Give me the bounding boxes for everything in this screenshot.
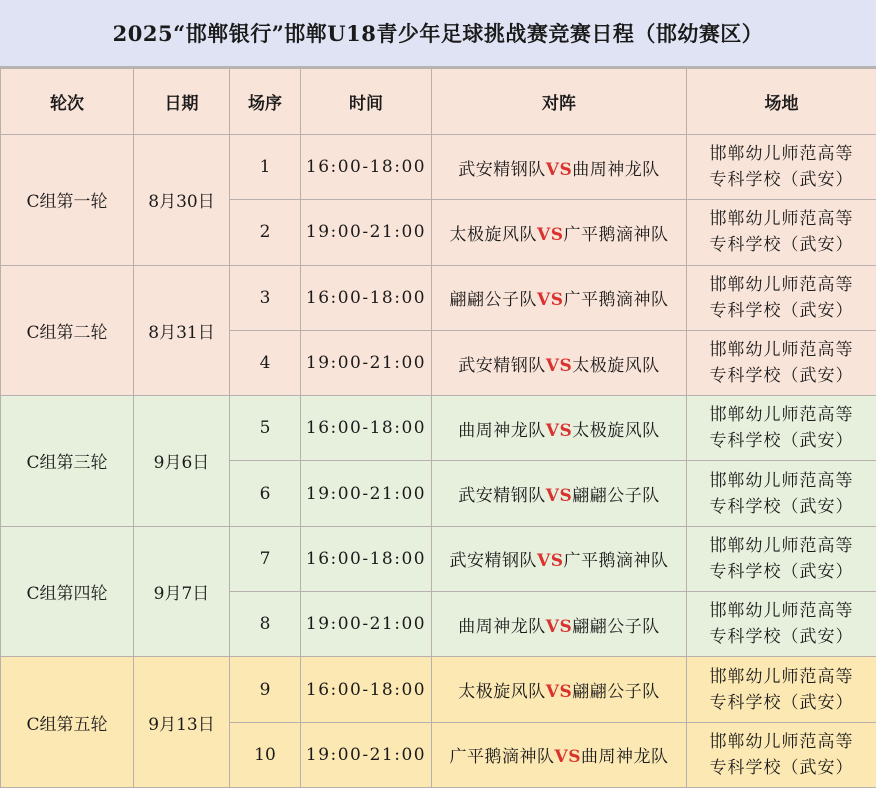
venue-line-1: 邯郸幼儿师范高等 (709, 731, 854, 752)
venue-line-2: 专科学校（武安） (709, 627, 854, 648)
fixture-cell (432, 396, 687, 461)
header-fixture: 对阵 (432, 69, 687, 135)
away-team: 广平鹅滴神队 (563, 551, 669, 572)
table-row (1, 526, 876, 591)
venue-line-1: 邯郸幼儿师范高等 (709, 470, 854, 491)
table-row (1, 657, 876, 722)
fixture-cell (432, 592, 687, 657)
venue-cell (687, 592, 876, 657)
match-no-cell: 6 (230, 461, 301, 526)
table-row (1, 265, 876, 330)
table-row (1, 135, 876, 200)
page-title: 2025“邯郸银行”邯郸U18青少年足球挑战赛竞赛日程（邯幼赛区） (0, 0, 876, 68)
home-team: 武安精钢队 (458, 355, 546, 376)
date-cell: 9月7日 (134, 526, 230, 657)
home-team: 太极旋风队 (449, 224, 538, 245)
time-cell: 16:00-18:00 (301, 135, 432, 200)
time-cell: 19:00-21:00 (301, 722, 432, 787)
venue-cell (687, 330, 876, 395)
venue-cell (687, 461, 876, 526)
time-cell: 19:00-21:00 (301, 592, 432, 657)
time-cell: 16:00-18:00 (301, 657, 432, 722)
match-no-cell: 3 (230, 265, 301, 330)
away-team: 太极旋风队 (572, 420, 660, 441)
venue-cell (687, 657, 876, 722)
round-cell: C组第三轮 (1, 396, 134, 527)
header-match-no: 场序 (230, 69, 301, 135)
home-team: 武安精钢队 (458, 486, 546, 507)
time-cell: 19:00-21:00 (301, 461, 432, 526)
venue-line-2: 专科学校（武安） (709, 692, 854, 713)
venue-line-1: 邯郸幼儿师范高等 (709, 405, 854, 426)
vs-label: VS (545, 486, 573, 507)
home-team: 曲周神龙队 (458, 616, 546, 637)
fixture-cell (432, 461, 687, 526)
date-cell: 8月31日 (134, 265, 230, 396)
home-team: 太极旋风队 (458, 682, 546, 703)
date-cell: 8月30日 (134, 135, 230, 266)
vs-label: VS (545, 420, 573, 441)
fixture-cell (432, 135, 687, 200)
venue-line-2: 专科学校（武安） (709, 170, 854, 191)
away-team: 曲周神龙队 (580, 747, 669, 768)
venue-line-2: 专科学校（武安） (709, 561, 854, 582)
away-team: 广平鹅滴神队 (563, 224, 669, 245)
round-cell: C组第一轮 (1, 135, 134, 266)
date-cell: 9月6日 (134, 396, 230, 527)
fixture-cell (432, 265, 687, 330)
match-no-cell: 5 (230, 396, 301, 461)
match-no-cell: 9 (230, 657, 301, 722)
round-cell: C组第四轮 (1, 526, 134, 657)
away-team: 翩翩公子队 (572, 616, 660, 637)
time-cell: 19:00-21:00 (301, 200, 432, 265)
schedule-table (0, 68, 876, 788)
round-cell: C组第五轮 (1, 657, 134, 788)
vs-label: VS (545, 355, 573, 376)
time-cell: 16:00-18:00 (301, 526, 432, 591)
venue-line-2: 专科学校（武安） (709, 300, 854, 321)
vs-label: VS (537, 224, 564, 245)
table-row (1, 396, 876, 461)
time-cell: 16:00-18:00 (301, 265, 432, 330)
venue-line-1: 邯郸幼儿师范高等 (709, 535, 854, 556)
match-no-cell: 2 (230, 200, 301, 265)
table-header-row (1, 69, 876, 135)
vs-label: VS (554, 747, 581, 768)
venue-line-2: 专科学校（武安） (709, 496, 854, 517)
round-cell: C组第二轮 (1, 265, 134, 396)
match-no-cell: 7 (230, 526, 301, 591)
venue-cell (687, 135, 876, 200)
header-date: 日期 (134, 69, 230, 135)
fixture-cell (432, 330, 687, 395)
away-team: 曲周神龙队 (572, 159, 660, 180)
fixture-cell (432, 722, 687, 787)
venue-cell (687, 722, 876, 787)
match-no-cell: 8 (230, 592, 301, 657)
venue-line-1: 邯郸幼儿师范高等 (709, 601, 854, 622)
fixture-cell (432, 200, 687, 265)
venue-line-1: 邯郸幼儿师范高等 (709, 144, 854, 165)
venue-line-2: 专科学校（武安） (709, 235, 854, 256)
match-no-cell: 4 (230, 330, 301, 395)
header-venue: 场地 (687, 69, 876, 135)
venue-line-2: 专科学校（武安） (709, 366, 854, 387)
home-team: 武安精钢队 (449, 551, 538, 572)
venue-line-2: 专科学校（武安） (709, 757, 854, 778)
time-cell: 19:00-21:00 (301, 330, 432, 395)
home-team: 广平鹅滴神队 (449, 747, 555, 768)
home-team: 曲周神龙队 (458, 420, 546, 441)
header-round: 轮次 (1, 69, 134, 135)
header-time: 时间 (301, 69, 432, 135)
time-cell: 16:00-18:00 (301, 396, 432, 461)
vs-label: VS (545, 682, 573, 703)
match-no-cell: 1 (230, 135, 301, 200)
venue-line-1: 邯郸幼儿师范高等 (709, 340, 854, 361)
home-team: 翩翩公子队 (449, 290, 538, 311)
venue-line-2: 专科学校（武安） (709, 431, 854, 452)
home-team: 武安精钢队 (458, 159, 546, 180)
vs-label: VS (545, 616, 573, 637)
away-team: 翩翩公子队 (572, 682, 660, 703)
venue-line-1: 邯郸幼儿师范高等 (709, 274, 854, 295)
match-no-cell: 10 (230, 722, 301, 787)
vs-label: VS (537, 551, 564, 572)
away-team: 广平鹅滴神队 (563, 290, 669, 311)
vs-label: VS (537, 290, 564, 311)
away-team: 翩翩公子队 (572, 486, 660, 507)
venue-cell (687, 265, 876, 330)
venue-line-1: 邯郸幼儿师范高等 (709, 209, 854, 230)
date-cell: 9月13日 (134, 657, 230, 788)
fixture-cell (432, 657, 687, 722)
vs-label: VS (545, 159, 573, 180)
away-team: 太极旋风队 (572, 355, 660, 376)
venue-cell (687, 526, 876, 591)
venue-cell (687, 200, 876, 265)
venue-line-1: 邯郸幼儿师范高等 (709, 666, 854, 687)
fixture-cell (432, 526, 687, 591)
venue-cell (687, 396, 876, 461)
